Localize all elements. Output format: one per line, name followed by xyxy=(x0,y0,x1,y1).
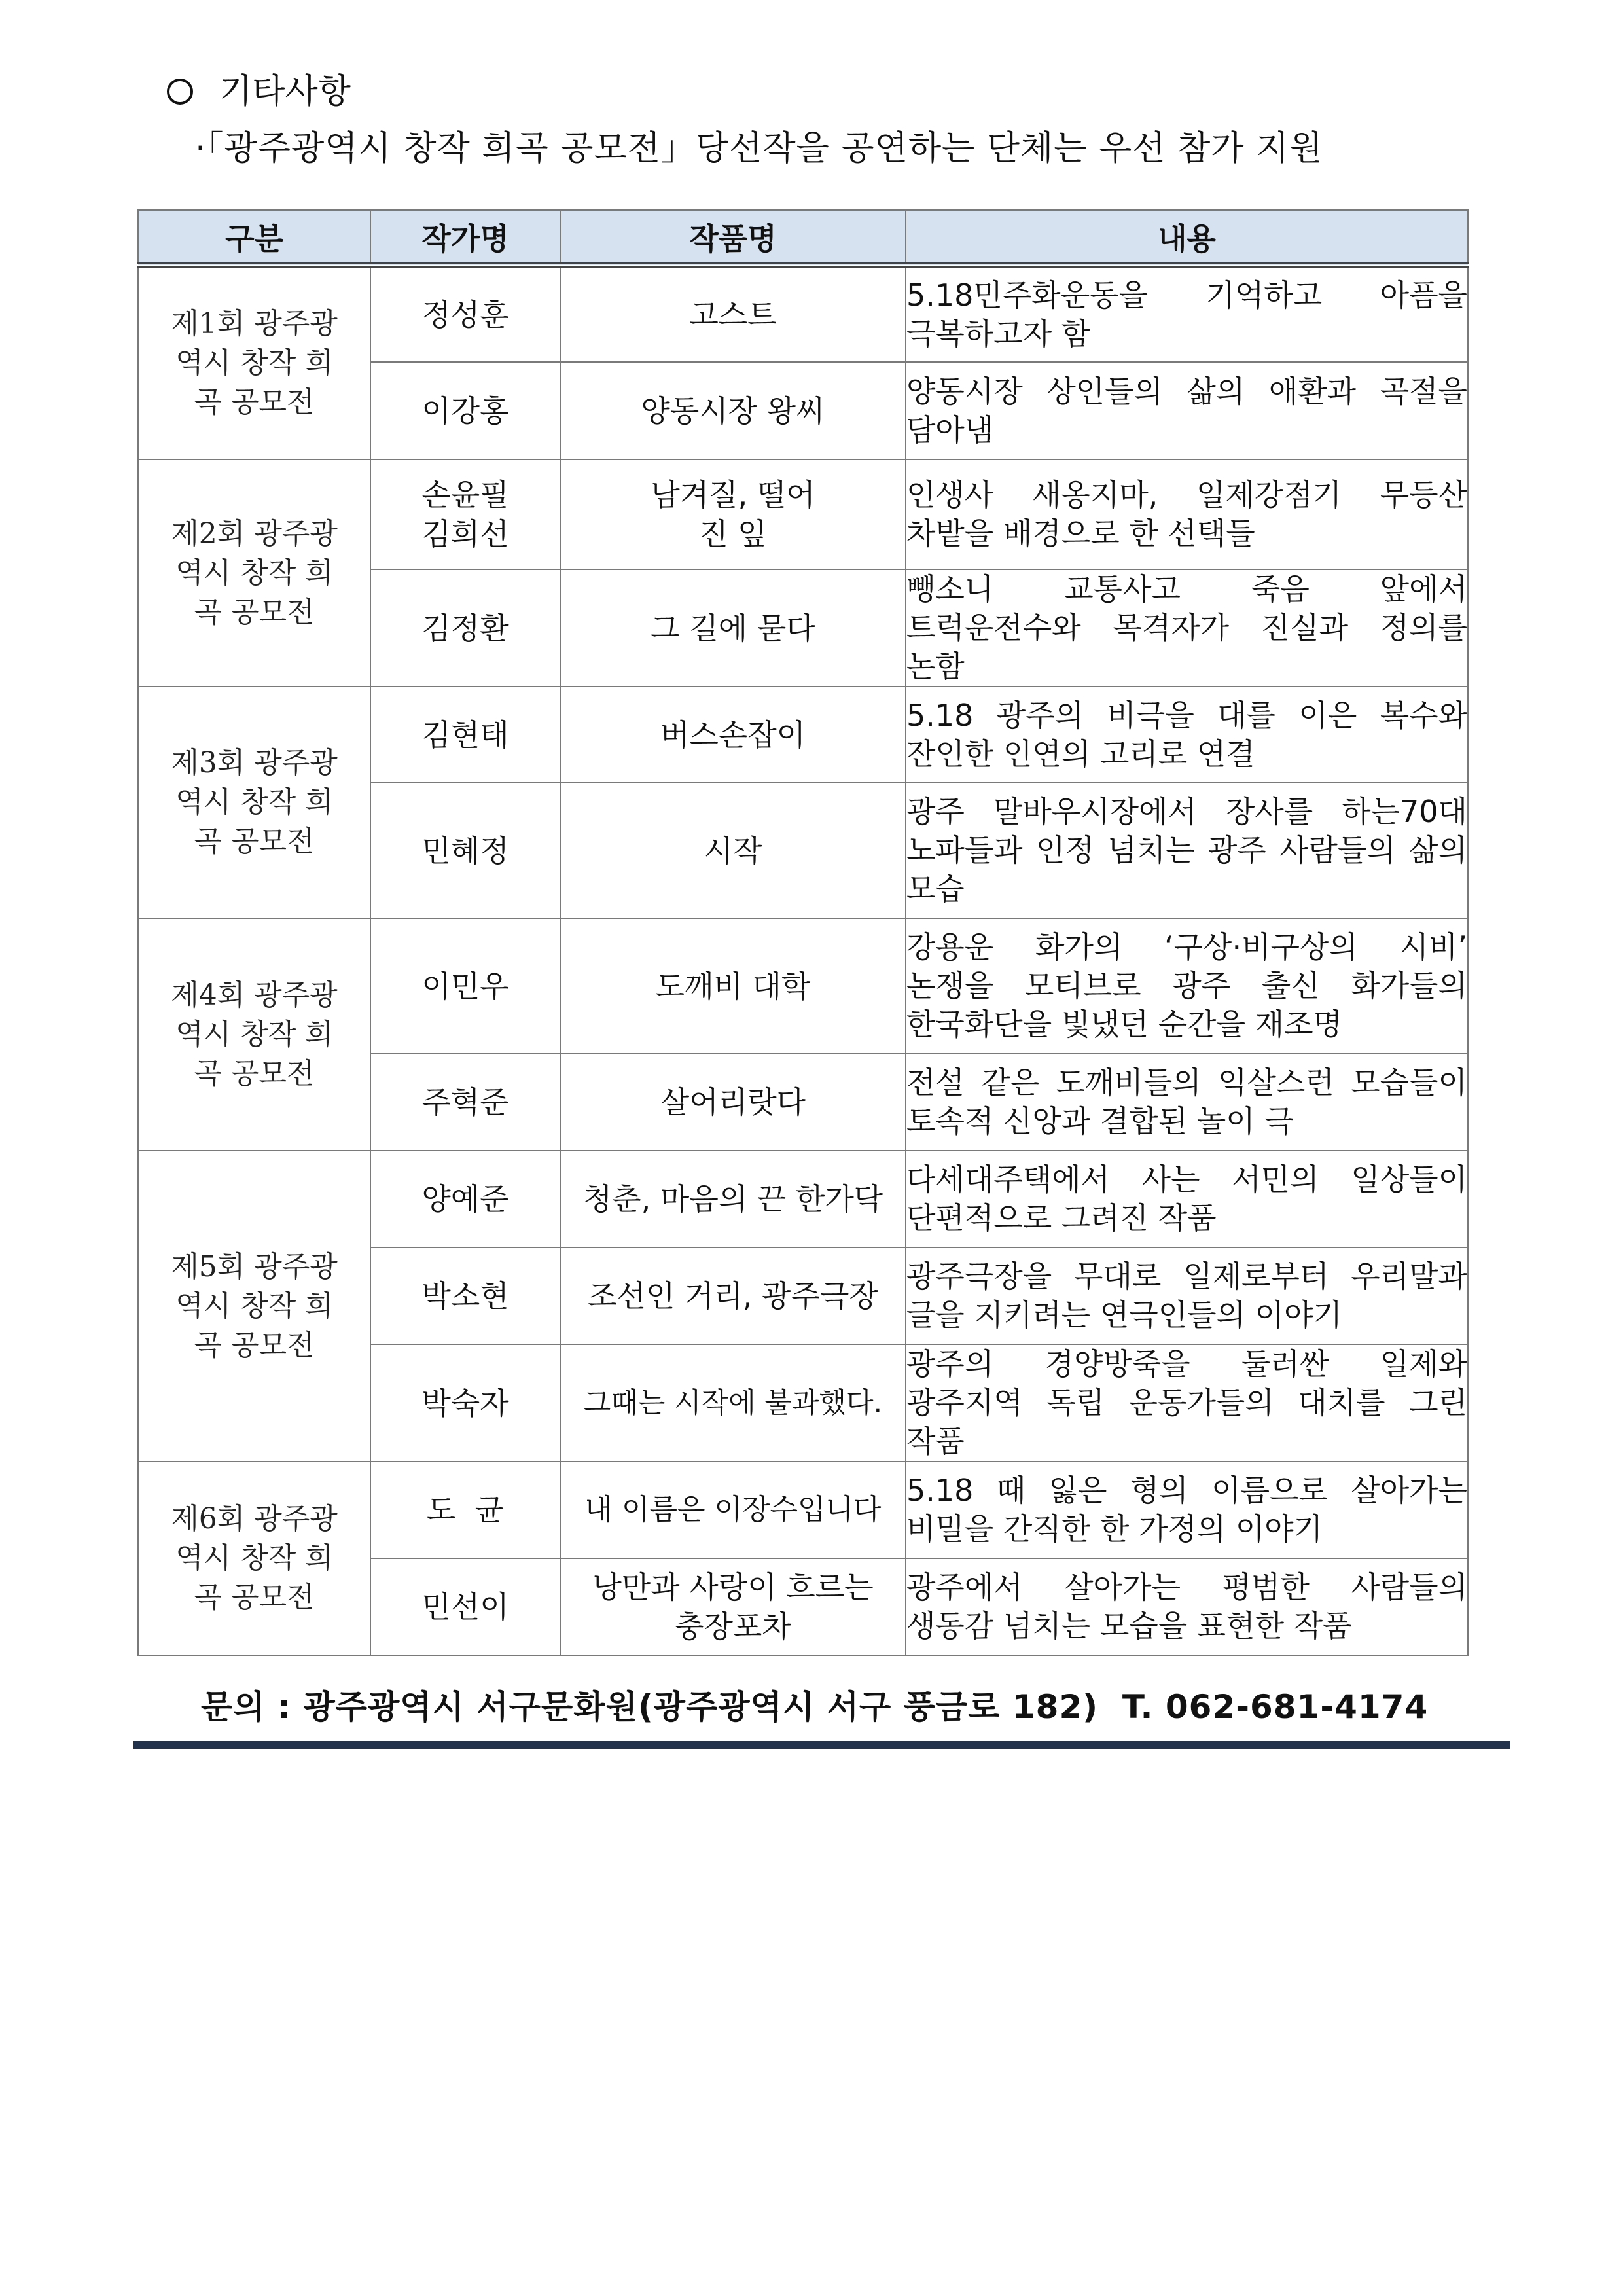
footer-divider xyxy=(133,1741,1510,1749)
author-cell: 주혁준 xyxy=(370,1054,560,1151)
support-note: ·「광주광역시 창작 희곡 공모전」당선작을 공연하는 단체는 우선 참가 지원 xyxy=(195,129,1323,168)
header-author: 작가명 xyxy=(370,210,560,265)
table-row xyxy=(138,687,1468,783)
title-cell: 청춘, 마음의 끈 한가닥 xyxy=(560,1151,906,1247)
round-cell: 제5회 광주광역시 창작 희곡 공모전 xyxy=(138,1151,370,1462)
title-cell: 살어리랏다 xyxy=(560,1054,906,1151)
author-cell: 이민우 xyxy=(370,918,560,1054)
content-cell: 5.18 광주의 비극을 대를 이은 복수와 잔인한 인연의 고리로 연결 xyxy=(906,687,1468,783)
title-cell: 낭만과 사랑이 흐르는 충장포차 xyxy=(560,1558,906,1655)
author-cell: 양예준 xyxy=(370,1151,560,1247)
author-cell: 민혜정 xyxy=(370,783,560,918)
author-cell: 김정환 xyxy=(370,569,560,687)
contact-info: 문의 : 광주광역시 서구문화원(광주광역시 서구 풍금로 182) T. 062-681-4174 xyxy=(201,1688,1429,1726)
header-content: 내용 xyxy=(906,210,1468,265)
author-cell: 김현태 xyxy=(370,687,560,783)
table-row xyxy=(138,1151,1468,1247)
title-cell: 양동시장 왕씨 xyxy=(560,362,906,459)
content-cell: 뺑소니 교통사고 죽음 앞에서 트럭운전수와 목격자가 진실과 정의를 논함 xyxy=(906,569,1468,687)
round-cell: 제6회 광주광역시 창작 희곡 공모전 xyxy=(138,1462,370,1655)
content-cell: 광주의 경양방죽을 둘러싼 일제와 광주지역 독립 운동가들의 대치를 그린 작품 xyxy=(906,1344,1468,1462)
round-cell: 제3회 광주광역시 창작 희곡 공모전 xyxy=(138,687,370,918)
author-cell: 정성훈 xyxy=(370,265,560,362)
content-cell: 5.18민주화운동을 기억하고 아픔을 극복하고자 함 xyxy=(906,265,1468,362)
table-row xyxy=(138,918,1468,1054)
section-heading xyxy=(167,69,351,115)
table-header-row xyxy=(138,210,1468,265)
content-cell: 광주에서 살아가는 평범한 사람들의 생동감 넘치는 모습을 표현한 작품 xyxy=(906,1558,1468,1655)
header-category: 구분 xyxy=(138,210,370,265)
title-cell: 남겨질, 떨어진 잎 xyxy=(560,459,906,569)
author-cell: 손윤필 김희선 xyxy=(370,459,560,569)
header-title: 작품명 xyxy=(560,210,906,265)
author-cell: 박숙자 xyxy=(370,1344,560,1462)
content-cell: 광주극장을 무대로 일제로부터 우리말과 글을 지키려는 연극인들의 이야기 xyxy=(906,1247,1468,1344)
title-cell: 내 이름은 이장수입니다 xyxy=(560,1462,906,1558)
round-cell: 제2회 광주광역시 창작 희곡 공모전 xyxy=(138,459,370,687)
content-cell: 전설 같은 도깨비들의 익살스런 모습들이 토속적 신앙과 결합된 놀이 극 xyxy=(906,1054,1468,1151)
author-cell: 도 균 xyxy=(370,1462,560,1558)
content-cell: 다세대주택에서 사는 서민의 일상들이 단편적으로 그려진 작품 xyxy=(906,1151,1468,1247)
title-cell: 버스손잡이 xyxy=(560,687,906,783)
circle-bullet-icon xyxy=(167,79,193,105)
table-row xyxy=(138,459,1468,569)
title-cell: 그때는 시작에 불과했다. xyxy=(560,1344,906,1462)
content-cell: 5.18 때 잃은 형의 이름으로 살아가는 비밀을 간직한 한 가정의 이야기 xyxy=(906,1462,1468,1558)
table-row xyxy=(138,265,1468,362)
content-cell: 양동시장 상인들의 삶의 애환과 곡절을 담아냄 xyxy=(906,362,1468,459)
winning-works-table xyxy=(137,209,1469,1656)
author-cell: 이강홍 xyxy=(370,362,560,459)
content-cell: 강용운 화가의 ‘구상·비구상의 시비’ 논쟁을 모티브로 광주 출신 화가들의 한국화단을 빛냈던 순간을 재조명 xyxy=(906,918,1468,1054)
round-cell: 제4회 광주광역시 창작 희곡 공모전 xyxy=(138,918,370,1151)
round-cell: 제1회 광주광역시 창작 희곡 공모전 xyxy=(138,265,370,459)
author-cell: 박소현 xyxy=(370,1247,560,1344)
title-cell: 도깨비 대학 xyxy=(560,918,906,1054)
content-cell: 광주 말바우시장에서 장사를 하는70대 노파들과 인정 넘치는 광주 사람들의 삶의 모습 xyxy=(906,783,1468,918)
section-title: 기타사항 xyxy=(219,72,351,111)
title-cell: 고스트 xyxy=(560,265,906,362)
table-row xyxy=(138,1462,1468,1558)
author-cell: 민선이 xyxy=(370,1558,560,1655)
title-cell: 그 길에 묻다 xyxy=(560,569,906,687)
content-cell: 인생사 새옹지마, 일제강점기 무등산 차밭을 배경으로 한 선택들 xyxy=(906,459,1468,569)
title-cell: 조선인 거리, 광주극장 xyxy=(560,1247,906,1344)
title-cell: 시작 xyxy=(560,783,906,918)
